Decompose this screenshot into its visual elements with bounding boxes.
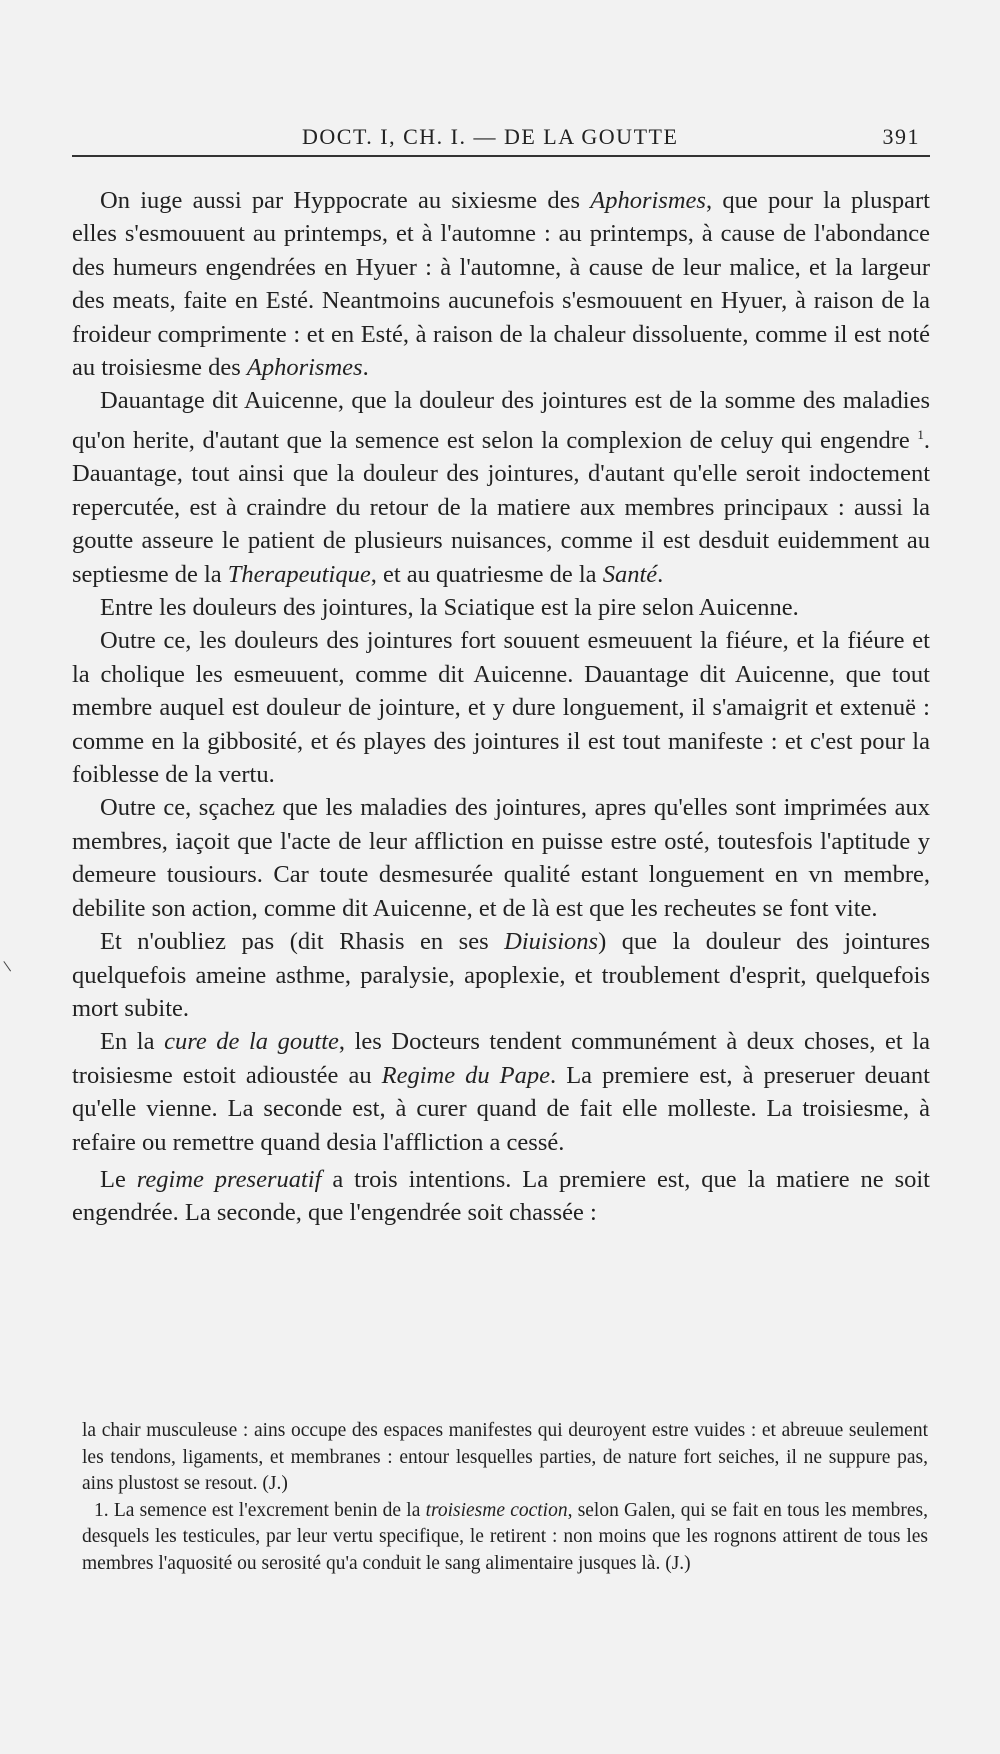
running-head-title: DOCT. I, CH. I. — DE LA GOUTTE [302,124,679,149]
footnote-1: 1. La semence est l'excrement benin de la troisiesme coction, selon Galen, qui se fait en tous les membres, desquels les testicules, par leur vertu specifique, le retirent : non moins que les rognons attirent de tous les membres l'aquosité ou serosité qu'a conduit le sang alimentaire jusques là. (J.) [82,1499,928,1574]
page-number: 391 [882,124,920,149]
header-rule [72,155,930,157]
main-text [72,184,930,1230]
paragraph-5: Outre ce, sçachez que les maladies des jointures, apres qu'elles sont imprimées aux membres, iaçoit que l'acte de leur affliction en puisse estre osté, toutesfois l'aptitude y demeure tousiours. Car toute desmesurée qualité estant longuement en vn membre, debilite son action, comme dit Auicenne, et de là est que les recheutes se font vite. [72,794,930,922]
paragraph-4: Outre ce, les douleurs des jointures fort souuent esmeuuent la fiéure, et la fiéure et la cholique les esmeuuent, comme dit Auicenne. Dauantage dit Auicenne, que tout membre auquel est douleur de jointure, et y dure longuement, il s'amaigrit et extenuë : comme en la gibbosité, et és playes des jointures il est tout manifeste : et c'est pour la foiblesse de la vertu. [72,627,930,789]
footnotes [82,1418,928,1577]
margin-mark [3,957,17,972]
paragraph-6: Et n'oubliez pas (dit Rhasis en ses Diuisions) que la douleur des jointures quelquefois ameine asthme, paralysie, apoplexie, et troublement d'esprit, quelquefois mort subite. [72,928,931,1022]
footnote-continuation: la chair musculeuse : ains occupe des espaces manifestes qui deuroyent estre vuides : et abreuue seulement les tendons, ligaments, et membranes : entour lesquelles parties, de nature fort seiches, il ne suppure pas, ains plustost se resout. (J.) [82,1420,928,1494]
running-head [72,112,930,152]
footnote-ref-1: 1 [917,426,924,442]
paragraph-3: Entre les douleurs des jointures, la Sciatique est la pire selon Auicenne. [100,594,799,622]
paragraph-2: Dauantage dit Auicenne, que la douleur des jointures est de la somme des maladies qu'on herite, d'autant que la semence est selon la complexion de celuy qui engendre $^1$. Dauantage, tout ainsi que la douleur des jointures, d'autant qu'elle seroit indoctement repercutée, est à craindre du retour de la matiere aux membres principaux : aussi la goutte asseure le patient de plusieurs nuisances, comme il est desduit euidemment au septiesme de la Therapeutique, et au quatriesme de la Santé. [72,387,930,588]
paragraph-1: On iuge aussi par Hyppocrate au sixiesme des Aphorismes, que pour la pluspart elles s'esmouuent au printemps, et à l'automne : au printemps, à cause de l'abondance des humeurs engendrées en Hyuer : à l'automne, à cause de leur malice, et la largeur des meats, faite en Esté. Neantmoins aucunefois s'esmouuent en Hyuer, à raison de la froideur comprimente : et en Esté, à raison de la chaleur dissoluente, comme il est noté au troisiesme des Aphorismes. [72,187,930,382]
paragraph-8: Le regime preseruatif a trois intentions. La premiere est, que la matiere ne soit engendrée. La seconde, que l'engendrée soit chassée : [72,1165,930,1227]
paragraph-7: En la cure de la goutte, les Docteurs tendent communément à deux choses, et la troisiesme estoit adioustée au Regime du Pape. La premiere est, à preseruer deuant qu'elle vienne. La seconde est, à curer quand de fait elle molleste. La troisiesme, à refaire ou remettre quand desia l'affliction a cessé. [72,1028,930,1156]
footnote-1-number: 1. [94,1499,109,1521]
